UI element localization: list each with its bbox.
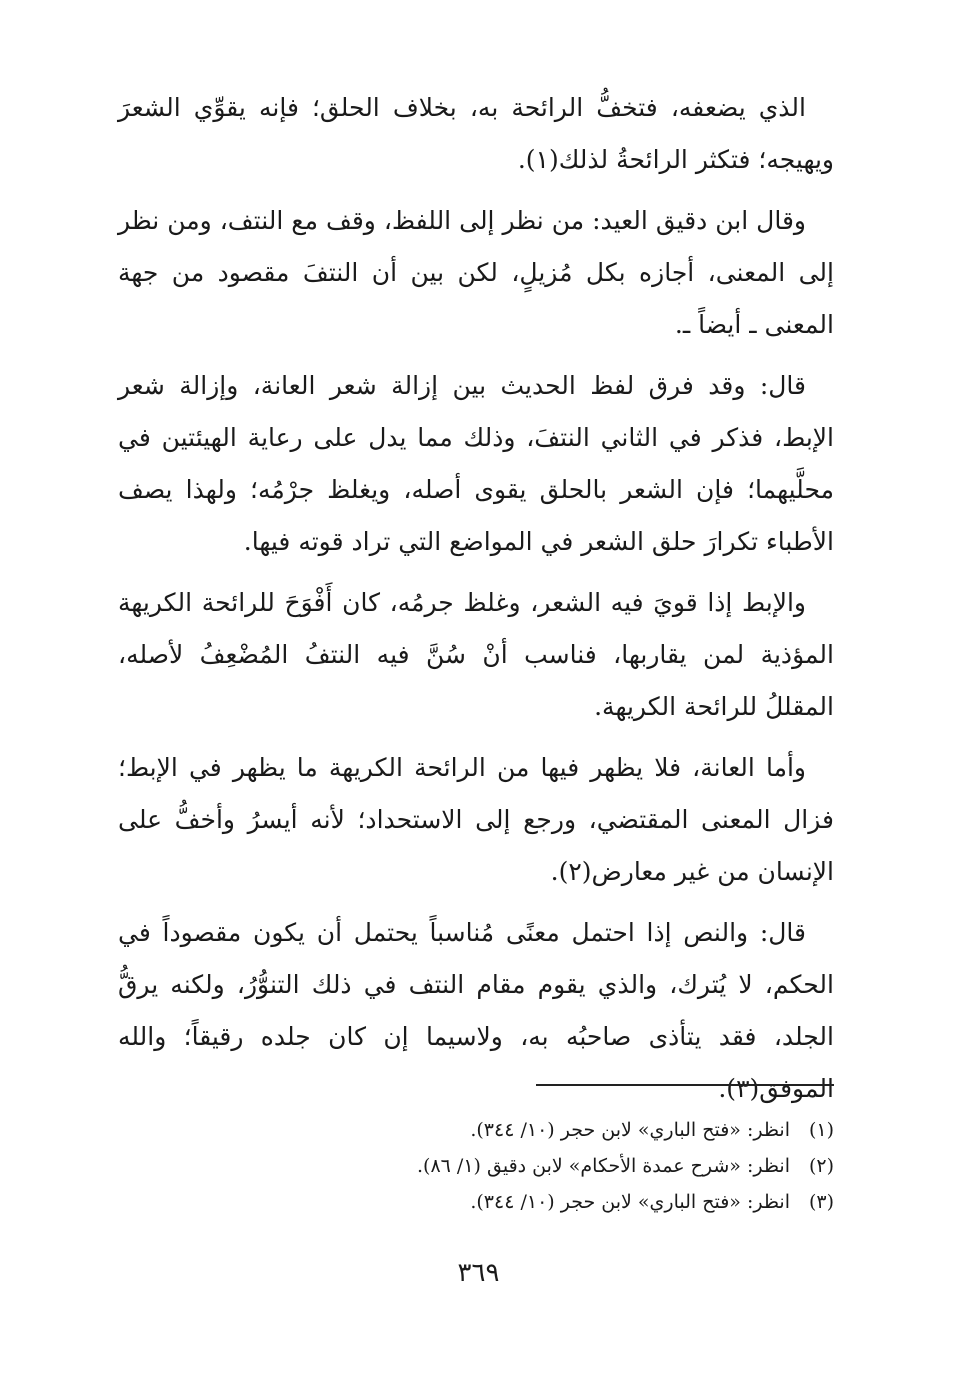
footnote-separator (536, 1084, 834, 1086)
footnote-number: (٢) (808, 1155, 834, 1177)
footnote-text: انظر: «فتح الباري» لابن حجر (١٠/ ٣٤٤). (470, 1191, 790, 1213)
paragraph: والإبط إذا قويَ فيه الشعر، وغلظ جرمُه، كان أَفْوَحَ للرائحة الكريهة المؤذية لمن يقاربها، فناسب أنْ سُنَّ فيه النتفُ المُضْعِفُ لأصله، المقللُ للرائحة الكريهة. (118, 588, 834, 721)
paragraph: وأما العانة، فلا يظهر فيها من الرائحة الكريهة ما يظهر في الإبط؛ فزال المعنى المقتضي، ورجع إلى الاستحداد؛ لأنه أيسرُ وأخفُّ على الإنسان من غير معارض(٢). (118, 753, 834, 886)
paragraph: الذي يضعفه، فتخفُّ الرائحة به، بخلاف الحلق؛ فإنه يقوِّي الشعرَ ويهيجه؛ فتكثر الرائحةُ لذلك(١). (118, 93, 834, 174)
page-number: ٣٦٩ (457, 1258, 500, 1288)
footnote-text: انظر: «فتح الباري» لابن حجر (١٠/ ٣٤٤). (470, 1119, 790, 1141)
paragraph: وقال ابن دقيق العيد: من نظر إلى اللفظ، وقف مع النتف، ومن نظر إلى المعنى، أجازه بكل مُزيلٍ، لكن بين أن النتفَ مقصود من جهة المعنى ـ أيضاً ـ. (118, 206, 834, 339)
footnote-text: انظر: «شرح عمدة الأحكام» لابن دقيق (١/ ٨٦). (416, 1155, 790, 1177)
paragraph: قال: والنص إذا احتمل معنًى مُناسباً يحتمل أن يكون مقصوداً في الحكم، لا يُترك، والذي يقوم مقام النتف في ذلك التنوُّرُ، ولكنه يرقُّ الجلد، فقد يتأذى صاحبُه به، ولاسيما إن كان جلده رقيقاً؛ والله الموفق(٣). (118, 918, 834, 1103)
footnote (118, 1112, 834, 1148)
footnote (118, 1184, 834, 1220)
footnotes (118, 1112, 834, 1220)
footnote-number: (٣) (808, 1191, 834, 1213)
footnote (118, 1148, 834, 1184)
paragraph: قال: وقد فرق لفظ الحديث بين إزالة شعر العانة، وإزالة شعر الإبط، فذكر في الثاني النتفَ، وذلك مما يدل على رعاية الهيئتين في محلَّيهما؛ فإن الشعر بالحلق يقوى أصله، ويغلظ جرْمُه؛ ولهذا يصف الأطباء تكرارَ حلق الشعر في المواضع التي تراد قوته فيها. (118, 371, 834, 556)
footnote-number: (١) (808, 1119, 834, 1141)
main-text (118, 82, 834, 1124)
